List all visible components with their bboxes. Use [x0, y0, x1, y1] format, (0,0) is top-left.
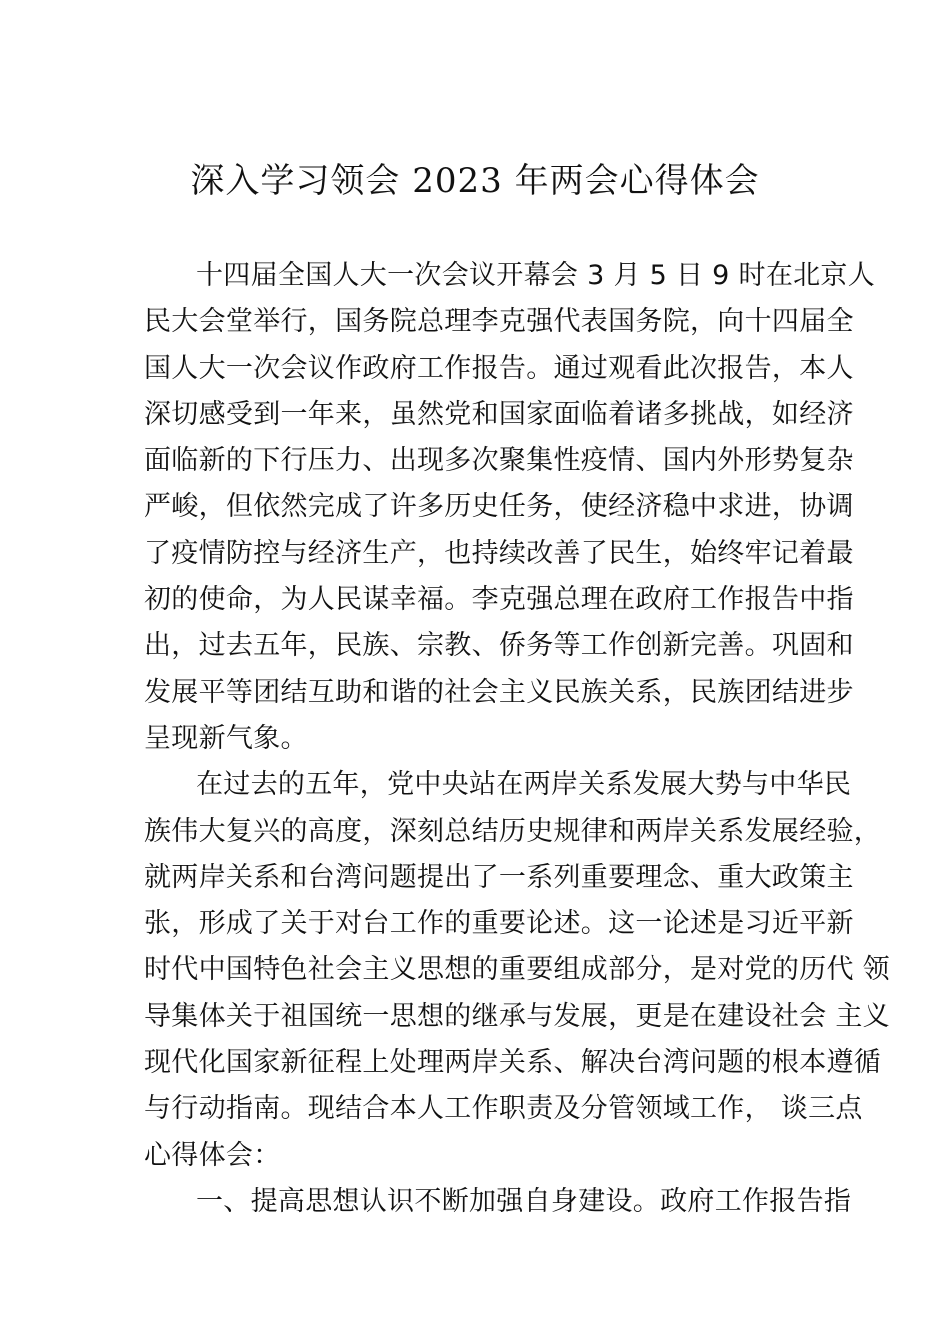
paragraph-line: 时代中国特色社会主义思想的重要组成部分，是对党的历代 领 [144, 954, 890, 986]
paragraph-line: 与行动指南。现结合本人工作职责及分管领域工作， 谈三点 [144, 1093, 863, 1125]
paragraph-line: 深切感受到一年来，虽然党和国家面临着诸多挑战，如经济 [144, 398, 854, 430]
paragraph-line: 发展平等团结互助和谐的社会主义民族关系，民族团结进步 [144, 676, 854, 708]
paragraph-line: 严峻，但依然完成了许多历史任务，使经济稳中求进，协调 [144, 491, 854, 523]
paragraph-line: 张，形成了关于对台工作的重要论述。这一论述是习近平新 [144, 908, 854, 940]
paragraph-line: 十四届全国人大一次会议开幕会 3 月 5 日 9 时在北京人 [196, 260, 876, 291]
paragraph-line: 族伟大复兴的高度，深刻总结历史规律和两岸关系发展经验， [144, 815, 882, 847]
document-body [144, 253, 890, 1225]
paragraph-line: 导集体关于祖国统一思想的继承与发展，更是在建设社会 主义 [144, 1000, 890, 1032]
paragraph-line: 现代化国家新征程上处理两岸关系、解决台湾问题的根本遵循 [144, 1047, 882, 1079]
paragraph-line: 就两岸关系和台湾问题提出了一系列重要理念、重大政策主 [144, 861, 854, 893]
paragraph-line: 在过去的五年，党中央站在两岸关系发展大势与中华民 [196, 769, 852, 801]
paragraph-line: 一、提高思想认识不断加强自身建设。政府工作报告指 [196, 1185, 852, 1217]
paragraph-line: 心得体会： [144, 1139, 281, 1171]
paragraph-line: 呈现新气象。 [144, 722, 308, 754]
paragraph-line: 初的使命，为人民谋幸福。李克强总理在政府工作报告中指 [144, 584, 854, 616]
paragraph-line: 了疫情防控与经济生产，也持续改善了民生，始终牢记着最 [144, 537, 854, 569]
paragraph-line: 出，过去五年，民族、宗教、侨务等工作创新完善。巩固和 [144, 630, 854, 662]
document-title: 深入学习领会 2023 年两会心得体会 [190, 161, 760, 201]
paragraph-line: 国人大一次会议作政府工作报告。通过观看此次报告，本人 [144, 352, 854, 384]
paragraph-line: 民大会堂举行，国务院总理李克强代表国务院，向十四届全 [144, 306, 854, 338]
paragraph-line: 面临新的下行压力、出现多次聚集性疫情、国内外形势复杂 [144, 445, 854, 477]
